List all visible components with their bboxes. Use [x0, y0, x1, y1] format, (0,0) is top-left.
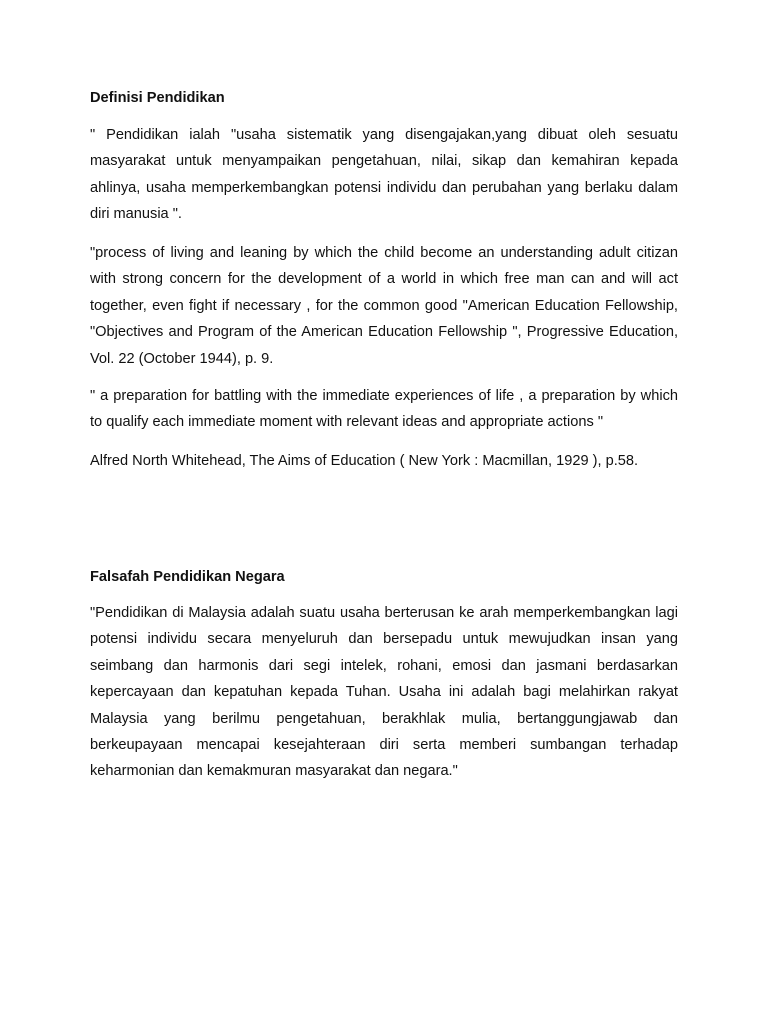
- paragraph: [90, 448, 678, 474]
- paragraph: [90, 383, 678, 436]
- paragraph-text: "Pendidikan di Malaysia adalah suatu usaha berterusan ke arah memperkembangkan lagi potensi individu secara menyeluruh dan bersepadu untuk mewujudkan insan yang seimbang dan harmonis dari segi intelek, rohani, emosi dan jasmani berdasarkan kepercayaan dan kepatuhan kepada Tuhan. Usaha ini adalah bagi melahirkan rakyat Malaysia yang berilmu pengetahuan, berakhlak mulia, bertanggungjawab dan berkeupayaan mencapai kesejahteraan diri serta memberi sumbangan terhadap keharmonian dan kemakmuran masyarakat dan negara.": [90, 605, 678, 780]
- paragraph-text: " a preparation for battling with the immediate experiences of life , a preparation by which to qualify each immediate moment with relevant ideas and appropriate actions ": [90, 388, 678, 431]
- paragraph: [90, 122, 678, 228]
- citation-text: Alfred North Whitehead, The Aims of Education ( New York : Macmillan, 1929 ), p.58.: [90, 453, 639, 469]
- section-heading: Definisi Pendidikan: [90, 90, 225, 106]
- paragraph: [90, 600, 678, 785]
- section-heading: Falsafah Pendidikan Negara: [90, 569, 285, 585]
- section-definisi-pendidikan: [90, 88, 678, 108]
- paragraph-text: "process of living and leaning by which the child become an understanding adult citizan with strong concern for the development of a world in which free man can and will act together, even fight if necessary , for the common good "American Education Fellowship, "Objectives and Program of the American Education Fellowship ", Progressive Education, Vol. 22 (October 1944), p. 9.: [90, 245, 678, 367]
- paragraph-text: " Pendidikan ialah "usaha sistematik yang disengajakan,yang dibuat oleh sesuatu masyarakat untuk menyampaikan pengetahuan, nilai, sikap dan kemahiran kepada ahlinya, usaha memperkembangkan potensi individu dan perubahan yang berlaku dalam diri manusia ".: [90, 127, 678, 223]
- section-falsafah-pendidikan-negara: [90, 567, 678, 587]
- paragraph: [90, 240, 678, 372]
